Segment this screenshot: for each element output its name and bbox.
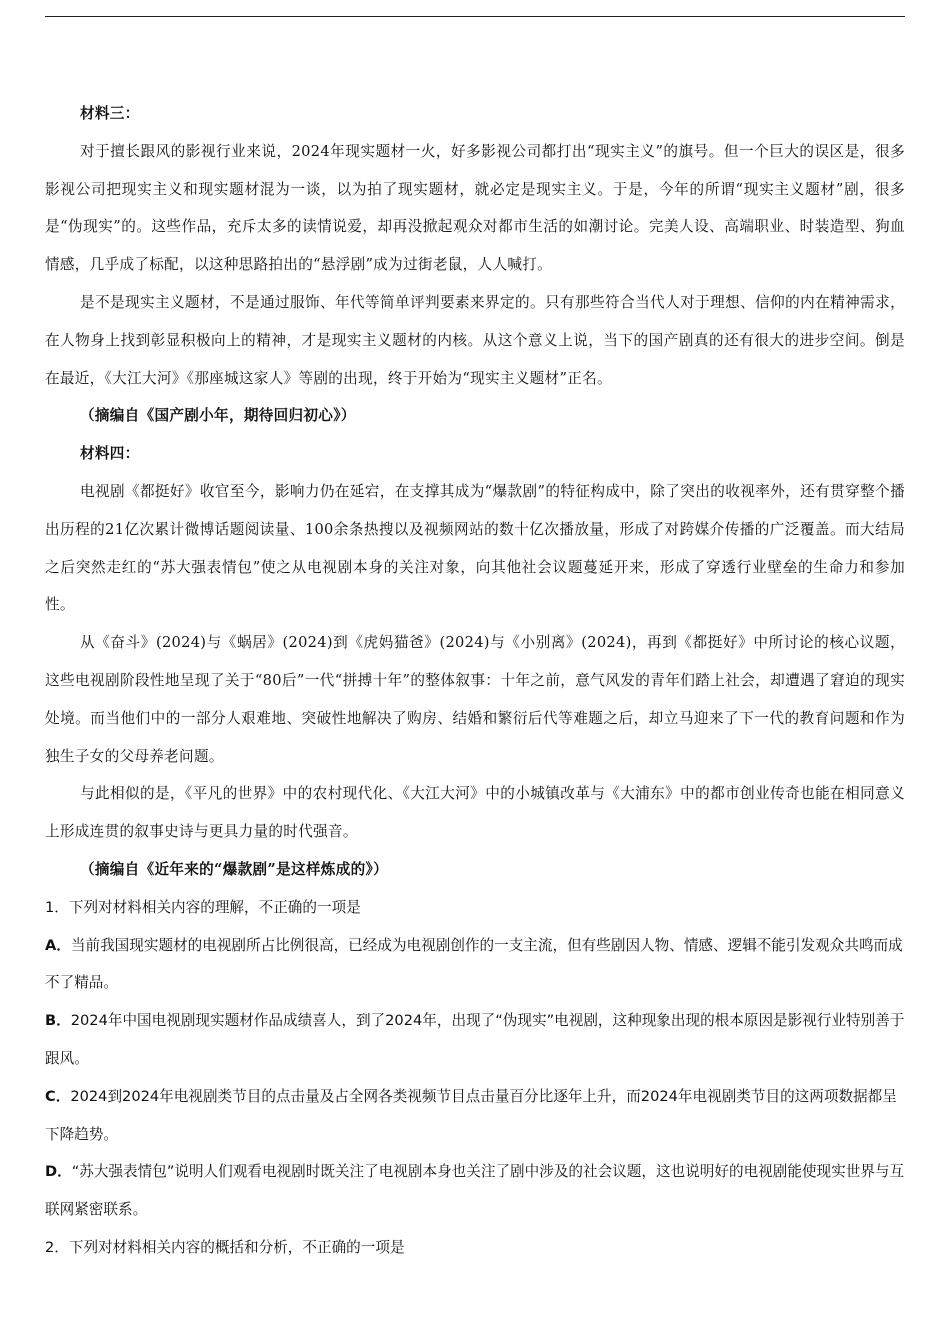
option-label: D．	[45, 1163, 72, 1181]
option-label: A．	[45, 936, 71, 954]
material3-paragraph-2: 是不是现实主义题材，不是通过服饰、年代等简单评判要素来界定的。只有那些符合当代人对于理想、信仰的内在精神需求，在人物身上找到彰显积极向上的精神，才是现实主义题材的内核。从这个意义上说，当下的国产剧真的还有很大的进步空间。倒是在最近，《大江大河》《那座城这家人》等剧的出现，终于开始为“现实主义题材”正名。	[45, 293, 905, 387]
material4-source: （摘编自《近年来的“爆款剧”是这样炼成的》）	[80, 860, 388, 878]
question-1-option-d	[45, 1153, 905, 1229]
material4-paragraph-2: 从《奋斗》(2024)与《蜗居》(2024)到《虎妈猫爸》(2024)与《小别离》(2024)，再到《都挺好》中所讨论的核心议题，这些电视剧阶段性地呈现了关于“80后”一代“拼搏十年”的整体叙事：十年之前，意气风发的青年们踏上社会，却遭遇了窘迫的现实处境。而当他们中的一部分人艰难地、突破性地解决了购房、结婚和繁衍后代等难题之后，却立马迎来了下一代的教育问题和作为独生子女的父母养老问题。	[45, 634, 905, 765]
material3-source: （摘编自《国产剧小年，期待回归初心》）	[80, 407, 356, 425]
option-text: 2024到2024年电视剧类节目的点击量及占全网各类视频节目点击量百分比逐年上升，而2024年电视剧类节目的这两项数据都呈下降趋势。	[45, 1087, 897, 1143]
option-text: “苏大强表情包”说明人们观看电视剧时既关注了电视剧本身也关注了剧中涉及的社会议题，这也说明好的电视剧能使现实世界与互联网紧密联系。	[45, 1163, 905, 1219]
option-text: 2024年中国电视剧现实题材作品成绩喜人，到了2024年，出现了“伪现实”电视剧，这种现象出现的根本原因是影视行业特别善于跟风。	[45, 1012, 905, 1067]
document-body	[45, 95, 905, 1267]
material4-paragraph-3: 与此相似的是，《平凡的世界》中的农村现代化、《大江大河》中的小城镇改革与《大浦东》中的都市创业传奇也能在相同意义上形成连贯的叙事史诗与更具力量的时代强音。	[45, 785, 905, 841]
option-label: C．	[45, 1087, 71, 1105]
question-2-stem: 2．下列对材料相关内容的概括和分析，不正确的一项是	[45, 1238, 405, 1256]
material4-heading: 材料四：	[80, 445, 140, 463]
question-1-option-b	[45, 1002, 905, 1078]
material4-paragraph-1: 电视剧《都挺好》收官至今，影响力仍在延宕，在支撑其成为“爆款剧”的特征构成中，除了突出的收视率外，还有贯穿整个播出历程的21亿次累计微博话题阅读量、100余条热搜以及视频网站的数十亿次播放量，形成了对跨媒介传播的广泛覆盖。而大结局之后突然走红的“苏大强表情包”使之从电视剧本身的关注对象，向其他社会议题蔓延开来，形成了穿透行业壁垒的生命力和参加性。	[45, 482, 905, 614]
question-1-stem: 1．下列对材料相关内容的理解，不正确的一项是	[45, 898, 361, 916]
header-rule	[45, 16, 905, 17]
question-1-option-c	[45, 1078, 905, 1154]
question-1-option-a	[45, 927, 905, 1003]
material3-paragraph-1: 对于擅长跟风的影视行业来说，2024年现实题材一火，好多影视公司都打出“现实主义”的旗号。但一个巨大的误区是，很多影视公司把现实主义和现实题材混为一谈，以为拍了现实题材，就必定是现实主义。于是，今年的所谓“现实主义题材”剧，很多是“伪现实”的。这些作品，充斥太多的读情说爱，却再没掀起观众对都市生活的如潮讨论。完美人设、高端职业、时装造型、狗血情感，几乎成了标配，以这种思路拍出的“悬浮剧”成为过街老鼠，人人喊打。	[45, 142, 905, 274]
option-text: 当前我国现实题材的电视剧所占比例很高，已经成为电视剧创作的一支主流，但有些剧因人物、情感、逻辑不能引发观众共鸣而成不了精品。	[45, 936, 903, 992]
option-label: B．	[45, 1012, 71, 1030]
material3-heading: 材料三：	[80, 105, 140, 122]
